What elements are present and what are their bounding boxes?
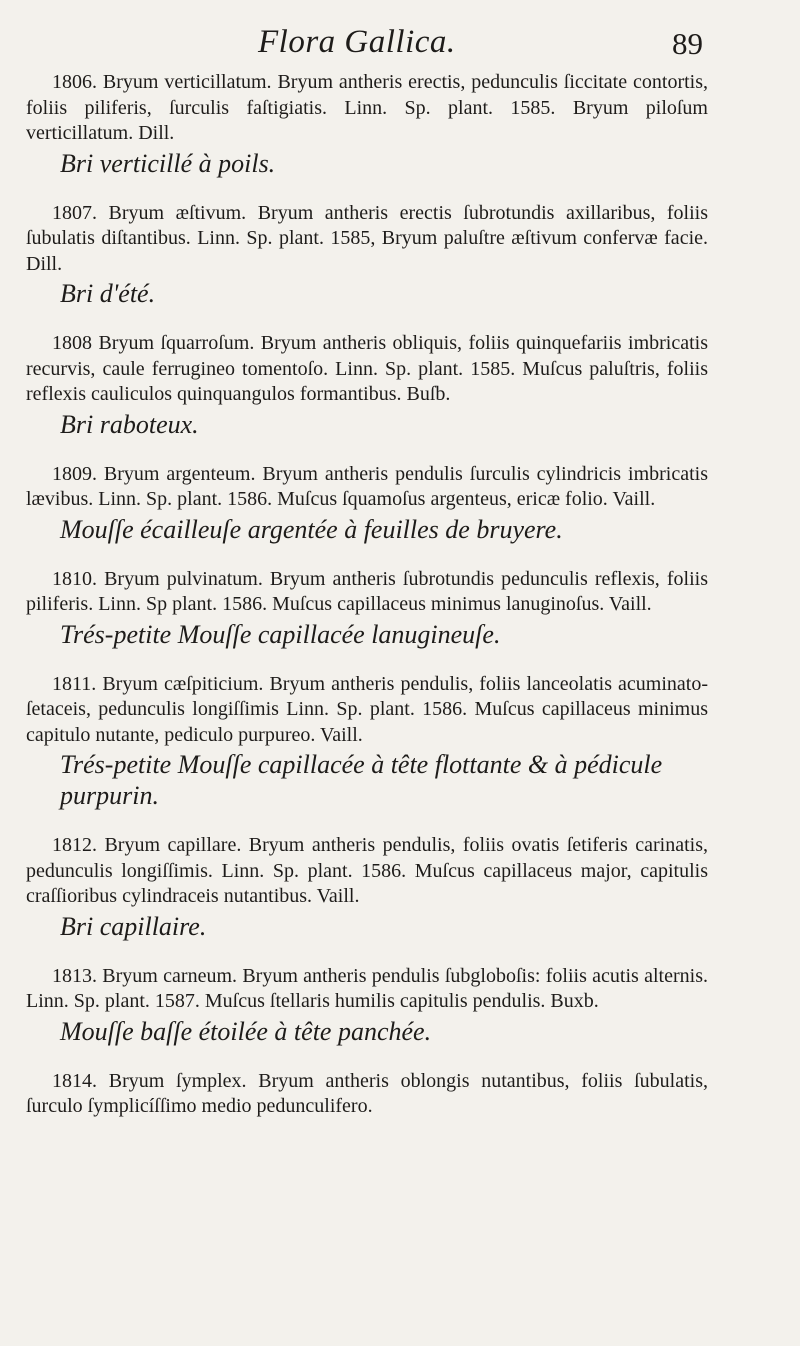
page-header <box>0 22 800 70</box>
french-name: Trés-petite Mouſſe capillacée lanugineuſe. <box>60 619 501 649</box>
page-body <box>26 70 708 1120</box>
species-entry-1812 <box>26 833 708 942</box>
french-name: Mouſſe écailleuſe argentée à feuilles de bruyere. <box>60 514 563 544</box>
french-name: Mouſſe baſſe étoilée à tête panchée. <box>60 1016 432 1046</box>
species-entry-1807 <box>26 201 708 310</box>
latin-description: 1813. Bryum carneum. Bryum antheris pendulis ſubgloboſis: foliis acutis alternis. Linn. Sp. plant. 1587. Muſcus ſtellaris humilis capitulis pendulis. Buxb. <box>26 964 708 1012</box>
page-number: 89 <box>672 26 703 61</box>
latin-description: 1807. Bryum æſtivum. Bryum antheris erectis ſubrotundis axillaribus, foliis ſubulatis diſtantibus. Linn. Sp. plant. 1585, Bryum paluſtre æſtivum confervæ facie. Dill. <box>26 201 708 275</box>
latin-description: 1814. Bryum ſymplex. Bryum antheris oblongis nutantibus, foliis ſubulatis, ſurculo ſymplicíſſimo medio pedunculifero. <box>26 1069 708 1117</box>
species-entry-1806 <box>26 70 708 179</box>
species-entry-1810 <box>26 567 708 650</box>
french-name: Bri raboteux. <box>60 409 199 439</box>
species-entry-1813 <box>26 964 708 1047</box>
running-title: Flora Gallica. <box>258 24 456 60</box>
latin-description: 1811. Bryum cæſpiticium. Bryum antheris pendulis, foliis lanceolatis acuminato-ſetaceis, pedunculis longiſſimis Linn. Sp. plant. 1586. Muſcus capillaceus minimus capitulo nutante, pediculo purpureo. Vaill. <box>26 672 708 746</box>
latin-description: 1806. Bryum verticillatum. Bryum antheris erectis, pedunculis ſiccitate contortis, foliis piliferis, ſurculis faſtigiatis. Linn. Sp. plant. 1585. Bryum piloſum verticillatum. Dill. <box>26 71 708 144</box>
latin-description: 1808 Bryum ſquarroſum. Bryum antheris obliquis, foliis quinquefariis imbricatis recurvis, caule ferrugineo tomentoſo. Linn. Sp. plant. 1585. Muſcus paluſtris, foliis reflexis cauliculos quinquangulos formantibus. Buſb. <box>26 332 708 405</box>
french-name: Trés-petite Mouſſe capillacée à tête flottante & à pédicule purpurin. <box>60 750 663 810</box>
species-entry-1809 <box>26 462 708 545</box>
latin-description: 1812. Bryum capillare. Bryum antheris pendulis, foliis ovatis ſetiferis carinatis, pedunculis longiſſimis. Linn. Sp. plant. 1586. Muſcus capillaceus major, capitulis craſſioribus cylindraceis nutantibus. Vaill. <box>26 834 708 907</box>
species-entry-1808 <box>26 331 708 440</box>
french-name: Bri d'été. <box>60 279 156 308</box>
french-name: Bri capillaire. <box>60 911 207 941</box>
latin-description: 1809. Bryum argenteum. Bryum antheris pendulis ſurculis cylindricis imbricatis lævibus. Linn. Sp. plant. 1586. Muſcus ſquamoſus argenteus, ericæ folio. Vaill. <box>26 462 708 510</box>
french-name: Bri verticillé à poils. <box>60 148 276 178</box>
species-entry-1811 <box>26 672 708 812</box>
species-entry-1814 <box>26 1069 708 1120</box>
latin-description: 1810. Bryum pulvinatum. Bryum antheris ſubrotundis pedunculis reflexis, foliis piliferis. Linn. Sp plant. 1586. Muſcus capillaceus minimus lanuginoſus. Vaill. <box>26 567 708 615</box>
